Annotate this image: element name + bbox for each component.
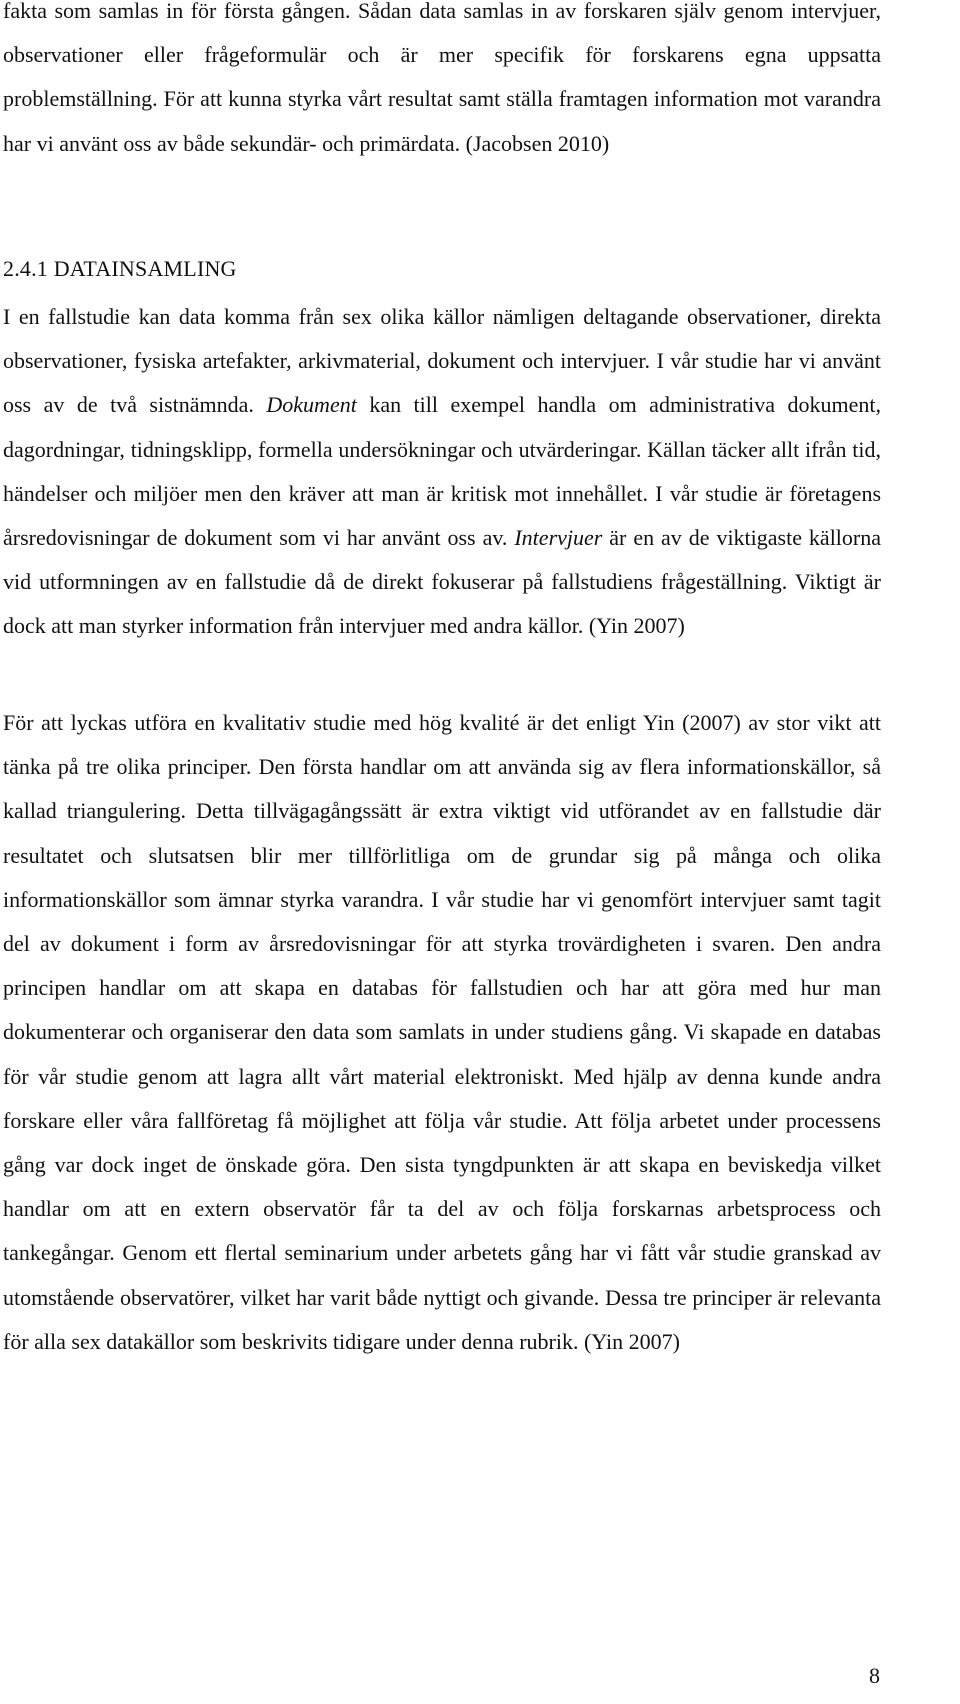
sources-paragraph <box>3 295 881 649</box>
term-interviews: Intervjuer <box>514 525 603 551</box>
section-heading: 2.4.1 DATAINSAMLING <box>3 256 237 281</box>
sources-text-part1: I en fallstudie kan data komma från sex olika källor nämligen deltagande observationer, direkta observationer, fysiska artefakter, arkivmaterial, dokument och intervjuer. I vår studie har vi använt oss av de två sistnämnda. <box>3 304 881 418</box>
term-documents: Dokument <box>266 392 357 418</box>
page-number: 8 <box>869 1663 880 1688</box>
principles-paragraph: För att lyckas utföra en kvalitativ studie med hög kvalité är det enligt Yin (2007) av stor vikt att tänka på tre olika principer. Den första handlar om att använda sig av flera informationskällor, så kallad triangulering. Detta tillvägagångssätt är extra viktigt vid utförandet av en fallstudie där resultatet och slutsatsen blir mer tillförlitliga om de grundar sig på många och olika informationskällor som ämnar styrka varandra. I vår studie har vi genomfört intervjuer samt tagit del av dokument i form av årsredovisningar för att styrka trovärdigheten i svaren. Den andra principen handlar om att skapa en databas för fallstudien och har att göra med hur man dokumenterar och organiserar den data som samlats in under studiens gång. Vi skapade en databas för vår studie genom att lagra allt vårt material elektroniskt. Med hjälp av denna kunde andra forskare eller våra fallföretag få möjlighet att följa vår studie. Att följa arbetet under processens gång var dock inget de önskade göra. Den sista tyngdpunkten är att skapa en beviskedja vilket handlar om att en extern observatör får ta del av och följa forskarnas arbetsprocess och tankegångar. Genom ett flertal seminarium under arbetets gång har vi fått vår studie granskad av utomstående observatörer, vilket har varit både nyttigt och givande. Dessa tre principer är relevanta för alla sex datakällor som beskrivits tidigare under denna rubrik. (Yin 2007) <box>3 710 881 1354</box>
sources-text-part2: kan till exempel handla om administrativa dokument, dagordningar, tidningsklipp, formella undersökningar och utvärderingar. Källan täcker allt ifrån tid, händelser och miljöer men den kräver att man är kritisk mot innehållet. I vår studie är företagens årsredovisningar de dokument som vi har använt oss av. <box>3 392 881 551</box>
sources-text-part3: är en av de viktigaste källorna vid utformningen av en fallstudie då de direkt fokuserar på fallstudiens frågeställning. Viktigt är dock att man styrker information från intervjuer med andra källor. (Yin 2007) <box>3 525 882 639</box>
intro-paragraph: fakta som samlas in för första gången. Sådan data samlas in av forskaren själv genom intervjuer, observationer eller frågeformulär och är mer specifik för forskarens egna uppsatta problemställning. För att kunna styrka vårt resultat samt ställa framtagen information mot varandra har vi använt oss av både sekundär- och primärdata. (Jacobsen 2010) <box>3 0 881 156</box>
